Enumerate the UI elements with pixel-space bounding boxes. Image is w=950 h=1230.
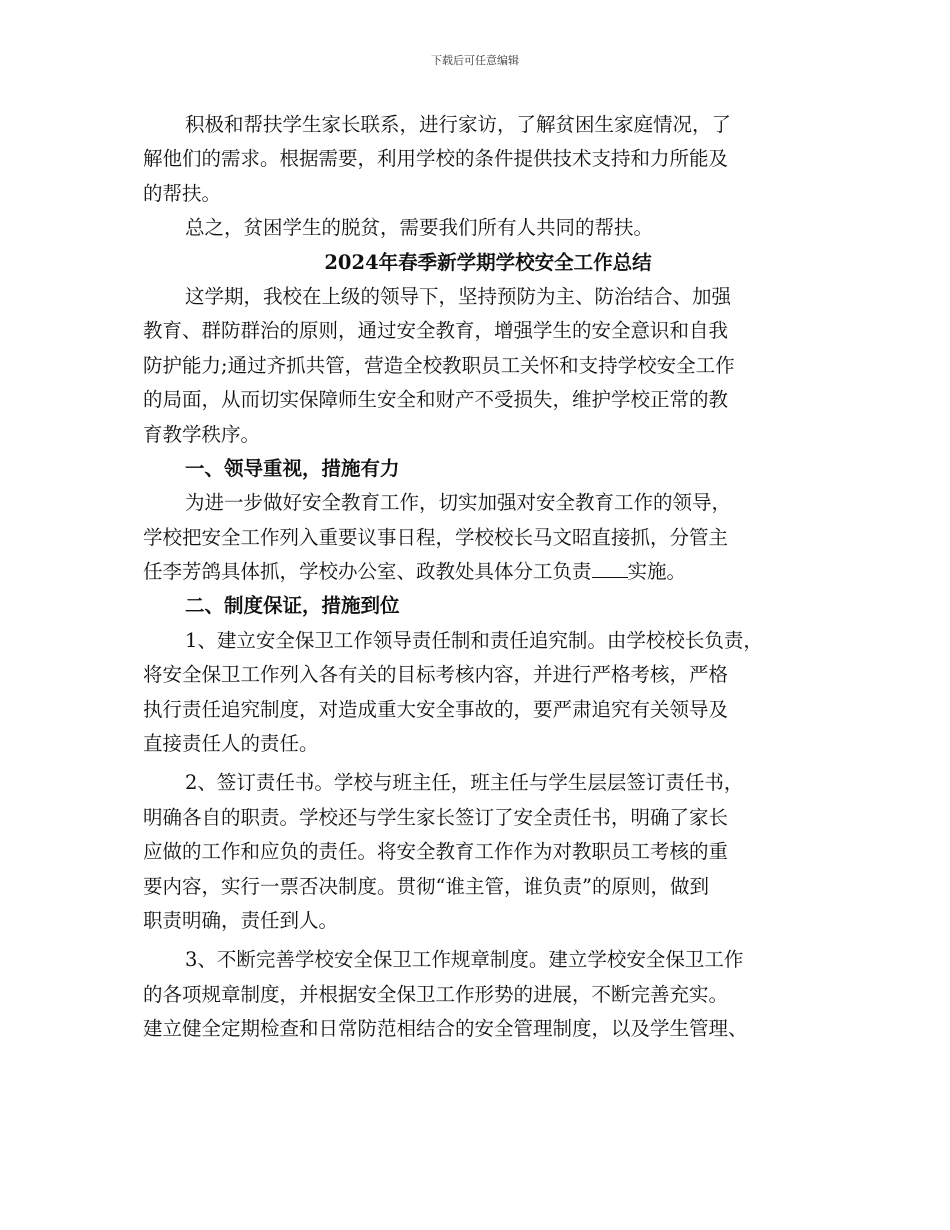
paragraph-line: 的帮扶。 xyxy=(143,181,222,205)
paragraph-line: 明确各自的职责。学校还与学生家长签订了安全责任书，明确了家长 xyxy=(143,805,729,829)
paragraph-line: 为进一步做好安全教育工作，切实加强对安全教育工作的领导， xyxy=(185,491,732,515)
page-header-note: 下载后可任意编辑 xyxy=(431,54,519,67)
paragraph-line: 这学期，我校在上级的领导下，坚持预防为主、防治结合、加强 xyxy=(185,284,732,308)
paragraph-line: 教育、群防群治的原则，通过安全教育，增强学生的安全意识和自我 xyxy=(143,319,729,343)
paragraph-line: 育教学秩序。 xyxy=(143,422,261,446)
paragraph-line: 防护能力;通过齐抓共管，营造全校教职员工关怀和支持学校安全工作 xyxy=(143,353,735,377)
paragraph-line: 学校把安全工作列入重要议事日程，学校校长马文昭直接抓，分管主 xyxy=(143,525,729,549)
paragraph-line-text: 任李芳鸽具体抓，学校办公室、政教处具体分工负责 xyxy=(143,560,592,584)
section-heading: 二、制度保证，措施到位 xyxy=(185,594,400,618)
paragraph-line: 1、建立安全保卫工作领导责任制和责任追究制。由学校校长负责， xyxy=(185,628,763,652)
section-heading: 一、领导重视，措施有力 xyxy=(185,456,400,480)
paragraph-line: 直接责任人的责任。 xyxy=(143,732,319,756)
paragraph-line: 的各项规章制度，并根据安全保卫工作形势的进展，不断完善充实。 xyxy=(143,982,729,1006)
paragraph-line xyxy=(143,555,825,589)
document-body xyxy=(143,108,825,1047)
blank-underline xyxy=(592,559,628,578)
paragraph-line: 要内容，实行一票否决制度。贯彻“谁主管，谁负责”的原则，做到 xyxy=(143,874,709,898)
document-title: 2024年春季新学期学校安全工作总结 xyxy=(324,250,652,274)
paragraph-line: 职责明确，责任到人。 xyxy=(143,908,339,932)
paragraph-line-text: 实施。 xyxy=(627,560,687,584)
paragraph-line: 2、签订责任书。学校与班主任，班主任与学生层层签订责任书， xyxy=(185,771,744,795)
paragraph-line: 的局面，从而切实保障师生安全和财产不受损失，维护学校正常的教 xyxy=(143,388,729,412)
paragraph-line: 解他们的需求。根据需要，利用学校的条件提供技术支持和力所能及 xyxy=(143,147,729,171)
paragraph-line: 积极和帮扶学生家长联系，进行家访，了解贫困生家庭情况，了 xyxy=(185,113,732,136)
paragraph-line: 建立健全定期检查和日常防范相结合的安全管理制度，以及学生管理、 xyxy=(143,1017,748,1041)
paragraph-line: 3、不断完善学校安全保卫工作规章制度。建立学校安全保卫工作 xyxy=(185,948,744,972)
paragraph-line: 将安全保卫工作列入各有关的目标考核内容，并进行严格考核，严格 xyxy=(143,663,729,687)
paragraph-line: 应做的工作和应负的责任。将安全教育工作作为对教职员工考核的重 xyxy=(143,840,729,864)
paragraph-line: 总之，贫困学生的脱贫，需要我们所有人共同的帮扶。 xyxy=(185,216,654,240)
paragraph-line: 执行责任追究制度，对造成重大安全事故的，要严肃追究有关领导及 xyxy=(143,697,729,721)
